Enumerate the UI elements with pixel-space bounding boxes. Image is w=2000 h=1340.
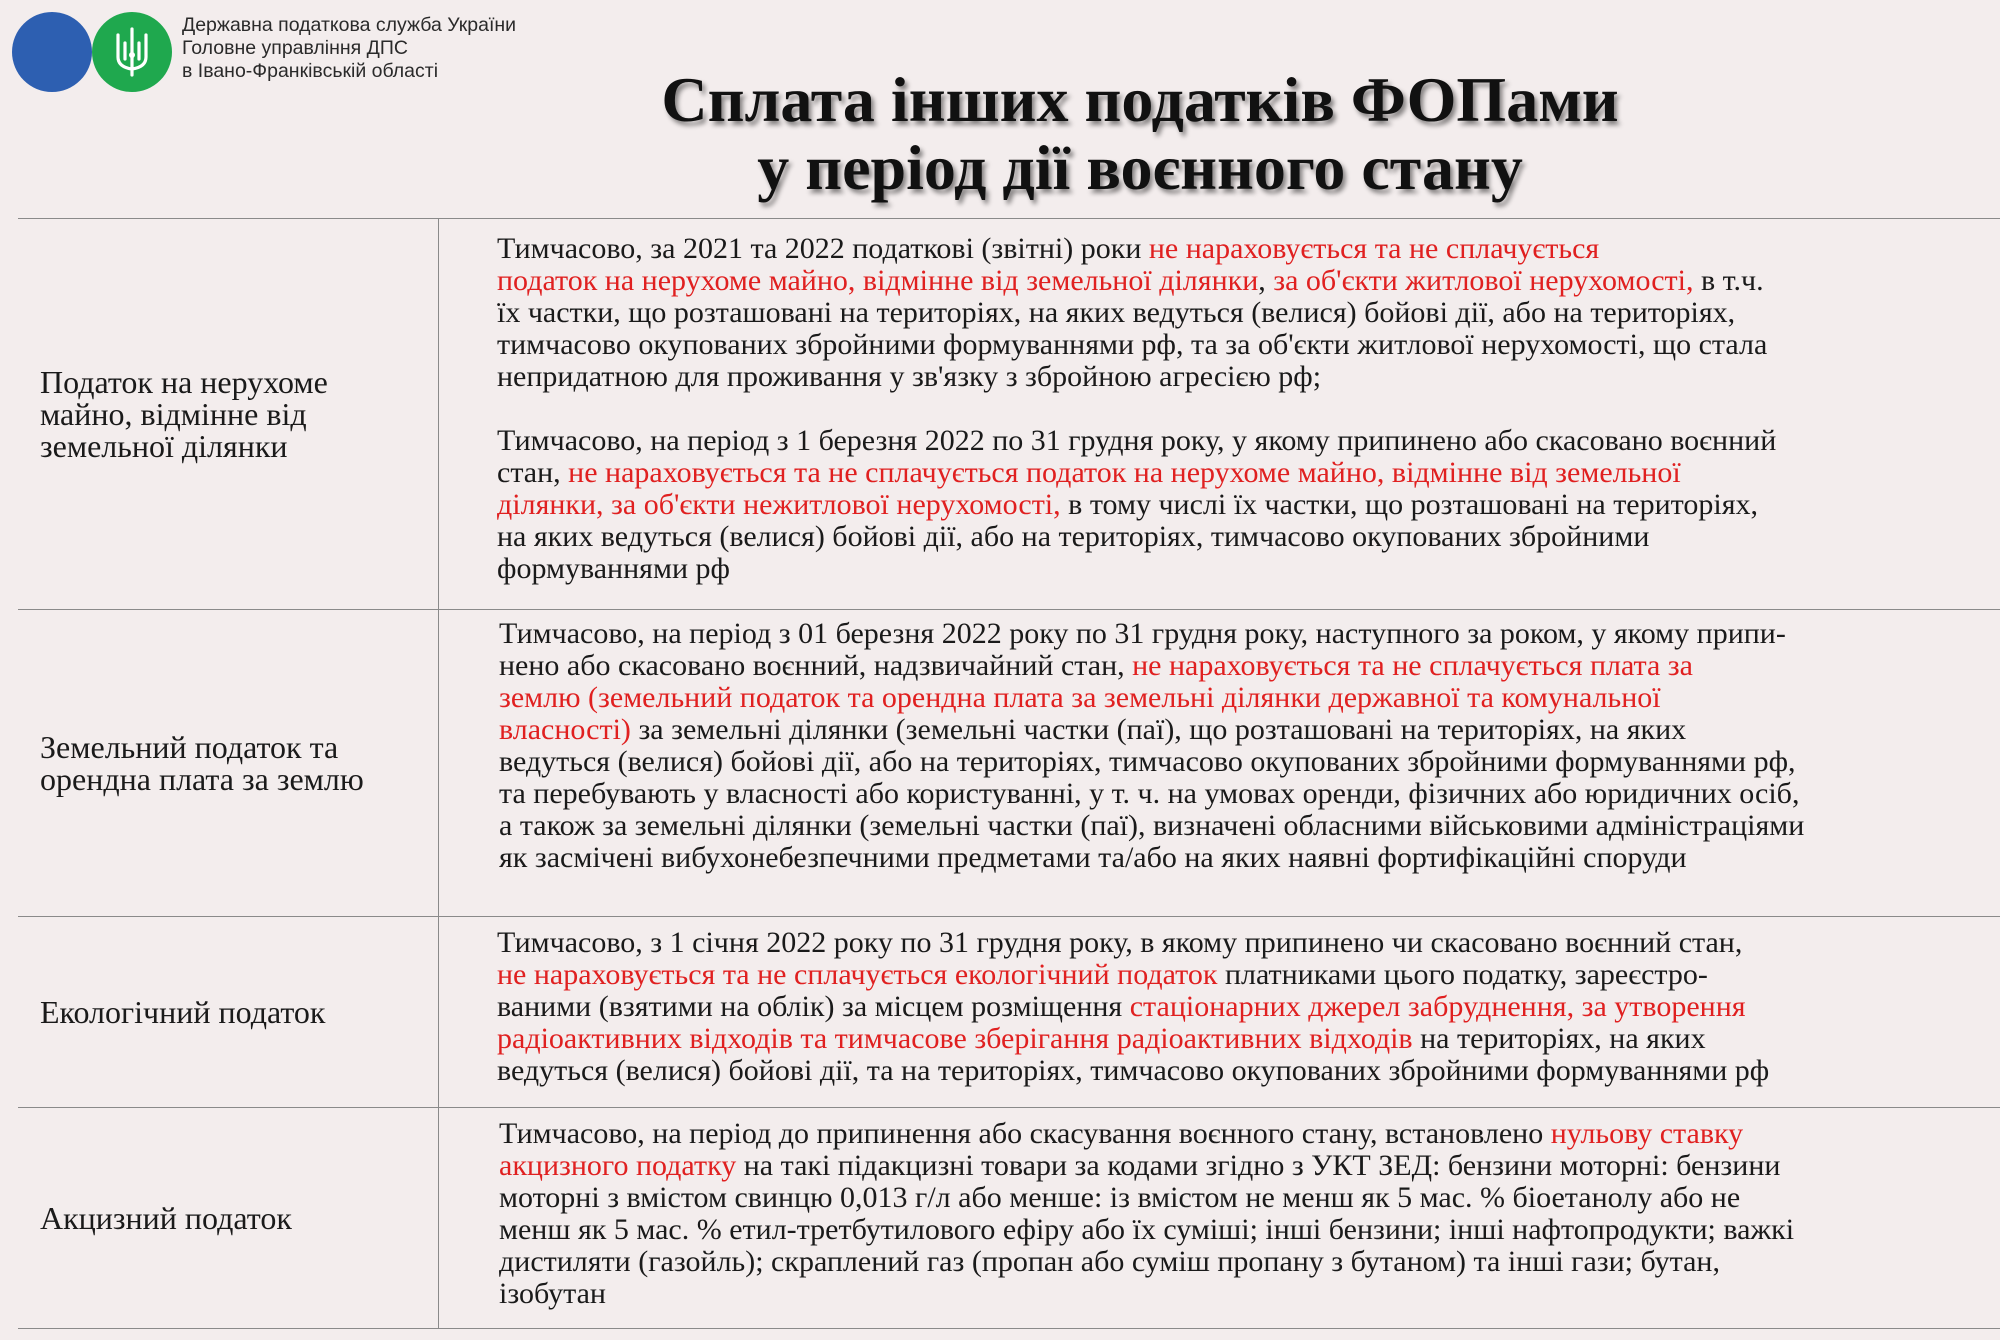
trident-icon: [110, 25, 154, 79]
org-line: Державна податкова служба України: [182, 14, 517, 36]
org-line: Головне управління ДПС: [182, 37, 408, 59]
org-line: в Івано-Франківській області: [182, 60, 439, 82]
tax-name: [40, 996, 325, 1028]
body-text: тимчасово окупованих збройними формуваннями рф, та за об'єкти житлової нерухомості, що стала: [497, 328, 1768, 361]
body-text: ведуться (велися) бойові дії, та на територіях, тимчасово окупованих збройними формуваннями рф: [497, 1054, 1770, 1087]
tax-name-line: Земельний податок та: [40, 729, 339, 765]
highlighted-text: не нараховується та не сплачується плата за: [1132, 649, 1693, 682]
tax-description-cell: [438, 219, 2000, 609]
body-text: на такі підакцизні товари за кодами згідно з УКТ ЗЕД: бензини моторні: бензини: [736, 1149, 1781, 1182]
dps-logo-green-circle: [92, 12, 172, 92]
body-text: нено або скасовано воєнний, надзвичайний стан,: [499, 649, 1133, 682]
tax-name-line: Податок на нерухоме: [40, 364, 328, 400]
body-text: а також за земельні ділянки (земельні частки (паї), визначені обласними військовими адміністраціями: [499, 809, 1805, 842]
body-text: платниками цього податку, зареєстро-: [1217, 958, 1708, 991]
description-paragraph: [497, 927, 1967, 1087]
dps-logo-blue-circle: [12, 12, 92, 92]
body-text: непридатною для проживання у зв'язку з збройною агресією рф;: [497, 360, 1322, 393]
body-text: та перебувають у власності або користуванні, у т. ч. на умовах оренди, фізичних або юридичних осіб,: [499, 777, 1800, 810]
tax-name-cell: [18, 1108, 438, 1328]
body-text: моторні з вмістом свинцю 0,013 г/л або менше: із вмістом не менш як 5 мас. % біоетанолу або не: [499, 1181, 1741, 1214]
tax-name-line: орендна плата за землю: [40, 761, 364, 797]
highlighted-text: не нараховується та не сплачується: [1148, 232, 1600, 265]
body-text: ,: [1258, 264, 1274, 297]
description-paragraph: [497, 425, 1967, 585]
table-row-property-tax: [18, 218, 2000, 609]
body-text: Тимчасово, за 2021 та 2022 податкові (звітні) роки: [497, 232, 1149, 265]
description-paragraph: [499, 618, 1969, 874]
highlighted-text: ділянки, за об'єкти нежитлової нерухомості,: [497, 488, 1061, 521]
table-row-land-tax: [18, 609, 2000, 916]
description-paragraph: [497, 233, 1967, 393]
body-text: дистиляти (газойль); скраплений газ (пропан або суміш пропану з бутаном) та інші гази; бутан,: [499, 1245, 1720, 1278]
tax-name-line: майно, відмінне від: [40, 396, 307, 432]
tax-name-cell: [18, 219, 438, 609]
tax-name-line: Екологічний податок: [40, 994, 326, 1030]
body-text: їх частки, що розташовані на територіях, на яких ведуться (велися) бойові дії, або на територіях,: [497, 296, 1736, 329]
tax-name: [40, 366, 328, 462]
highlighted-text: стаціонарних джерел забруднення, за утворення: [1129, 990, 1746, 1023]
highlighted-text: землю (земельний податок та орендна плата за земельні ділянки державної та комунальної: [499, 681, 1661, 714]
body-text: ведуться (велися) бойові дії, або на територіях, тимчасово окупованих збройними формуваннями рф,: [499, 745, 1796, 778]
highlighted-text: за об'єкти житлової нерухомості,: [1273, 264, 1694, 297]
body-text: на територіях, на яких: [1412, 1022, 1706, 1055]
tax-name-cell: [18, 610, 438, 916]
page-title: [560, 66, 1720, 202]
description-paragraph: [499, 1118, 1969, 1310]
highlighted-text: радіоактивних відходів та тимчасове зберігання радіоактивних відходів: [497, 1022, 1413, 1055]
body-text: формуваннями рф: [497, 552, 730, 585]
tax-description-cell: [438, 610, 2000, 916]
highlighted-text: акцизного податку: [499, 1149, 737, 1182]
table-row-excise-tax: [18, 1107, 2000, 1329]
tax-name: [40, 1202, 292, 1234]
body-text: стан,: [497, 456, 569, 489]
tax-name-cell: [18, 917, 438, 1107]
highlighted-text: власності): [499, 713, 631, 746]
highlighted-text: нульову ставку: [1550, 1117, 1744, 1150]
body-text: в тому числі їх частки, що розташовані на територіях,: [1060, 488, 1759, 521]
body-text: Тимчасово, на період з 1 березня 2022 по 31 грудня року, у якому припинено або скасовано воєнний: [497, 424, 1777, 457]
tax-description-cell: [438, 917, 2000, 1107]
body-text: за земельні ділянки (земельні частки (паї), що розташовані на територіях, на яких: [630, 713, 1687, 746]
title-line: у період дії воєнного стану: [757, 132, 1523, 203]
tax-name-line: земельної ділянки: [40, 428, 288, 464]
tax-description-cell: [438, 1108, 2000, 1328]
body-text: на яких ведуться (велися) бойові дії, або на територіях, тимчасово окупованих збройними: [497, 520, 1650, 553]
body-text: ізобутан: [499, 1277, 606, 1310]
tax-name: [40, 731, 364, 795]
body-text: в т.ч.: [1693, 264, 1764, 297]
title-line: Сплата інших податків ФОПами: [661, 64, 1619, 135]
body-text: ваними (взятими на облік) за місцем розміщення: [497, 990, 1130, 1023]
tax-table: [18, 218, 2000, 1329]
body-text: як засмічені вибухонебезпечними предметами та/або на яких наявні фортифікаційні споруди: [499, 841, 1687, 874]
table-row-ecological-tax: [18, 916, 2000, 1107]
highlighted-text: не нараховується та не сплачується податок на нерухоме майно, відмінне від земельної: [568, 456, 1681, 489]
organization-name: [182, 14, 516, 83]
body-text: менш як 5 мас. % етил-третбутилового ефіру або їх суміші; інші бензини; інші нафтопродукти; важкі: [499, 1213, 1795, 1246]
tax-name-line: Акцизний податок: [40, 1200, 292, 1236]
body-text: Тимчасово, на період до припинення або скасування воєнного стану, встановлено: [499, 1117, 1551, 1150]
body-text: Тимчасово, з 1 січня 2022 року по 31 грудня року, в якому припинено чи скасовано воєнний стан,: [497, 926, 1743, 959]
body-text: Тимчасово, на період з 01 березня 2022 року по 31 грудня року, наступного за роком, у якому припи-: [499, 617, 1786, 650]
highlighted-text: не нараховується та не сплачується екологічний податок: [497, 958, 1218, 991]
highlighted-text: податок на нерухоме майно, відмінне від земельної ділянки: [497, 264, 1259, 297]
